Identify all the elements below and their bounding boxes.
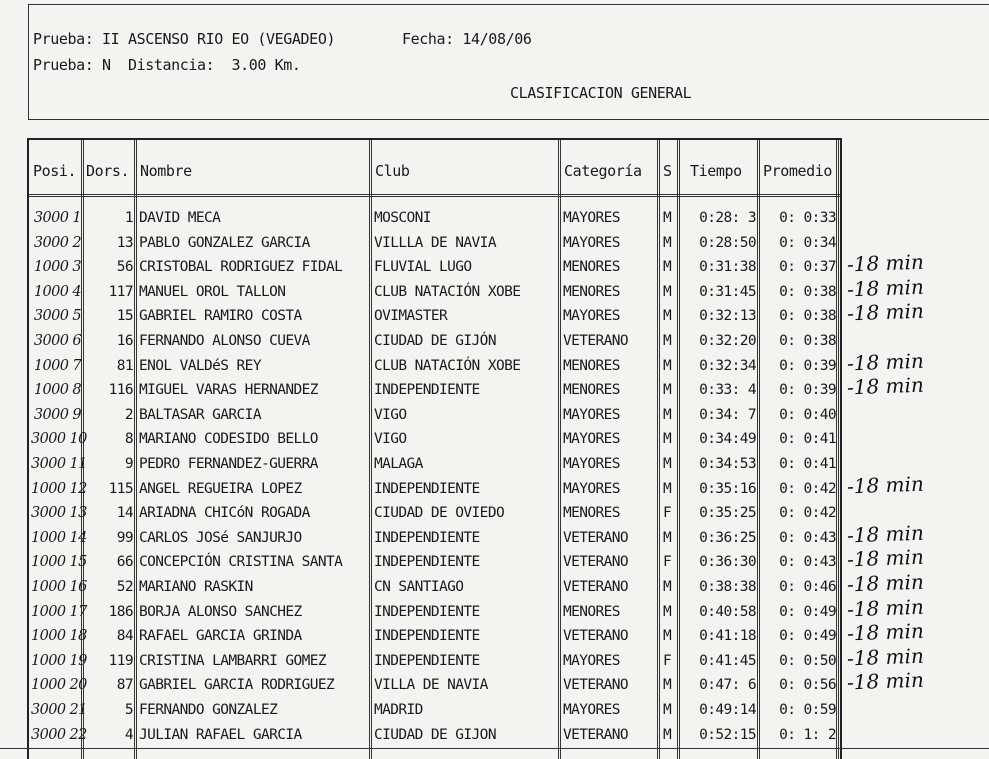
cell-s: M bbox=[663, 382, 672, 399]
table-row bbox=[29, 378, 840, 403]
cell-pos: 1000 3 bbox=[33, 259, 81, 276]
col-header-club: Club bbox=[375, 162, 410, 180]
cell-categoria: MAYORES bbox=[563, 210, 620, 226]
cell-tiempo: 0:32:13 bbox=[699, 308, 756, 325]
cell-nombre: ANGEL REGUEIRA LOPEZ bbox=[139, 480, 302, 497]
cell-s: M bbox=[663, 628, 672, 645]
cell-dors: 16 bbox=[116, 333, 133, 349]
cell-club: INDEPENDIENTE bbox=[374, 603, 480, 620]
cell-tiempo: 0:36:30 bbox=[699, 554, 756, 571]
cell-nombre: ENOL VALDéS REY bbox=[139, 357, 261, 374]
cell-pos: 1000 8 bbox=[33, 382, 81, 399]
cell-dors: 56 bbox=[116, 259, 133, 276]
table-row bbox=[29, 723, 840, 748]
cell-tiempo: 0:47: 6 bbox=[699, 677, 756, 694]
cell-pos: 1000 17 bbox=[31, 603, 87, 620]
cell-dors: 1 bbox=[124, 210, 133, 226]
cell-promedio: 0: 0:40 bbox=[779, 406, 836, 423]
table-row bbox=[29, 698, 840, 723]
cell-promedio: 0: 0:49 bbox=[779, 603, 836, 620]
prueba-title: Prueba: II ASCENSO RIO EO (VEGADEO) bbox=[33, 30, 336, 48]
cell-club: MALAGA bbox=[374, 456, 423, 472]
cell-categoria: MAYORES bbox=[563, 652, 620, 669]
cell-pos: 3000 11 bbox=[31, 456, 87, 472]
cell-nombre: PABLO GONZALEZ GARCIA bbox=[139, 234, 310, 251]
cell-pos: 1000 4 bbox=[33, 283, 81, 300]
cell-categoria: MENORES bbox=[563, 382, 620, 399]
handwritten-note: -18 min bbox=[846, 618, 925, 646]
cell-pos: 3000 9 bbox=[33, 406, 81, 423]
table-row bbox=[29, 477, 840, 502]
cell-categoria: MAYORES bbox=[563, 702, 620, 718]
cell-dors: 9 bbox=[124, 456, 133, 472]
col-header-pos: Posi. bbox=[33, 162, 77, 180]
cell-club: CLUB NATACIÓN XOBE bbox=[374, 283, 521, 300]
cell-dors: 52 bbox=[116, 579, 133, 595]
cell-promedio: 0: 0:43 bbox=[779, 554, 836, 571]
table-row bbox=[29, 501, 840, 526]
col-header-dors: Dors. bbox=[86, 162, 130, 180]
cell-tiempo: 0:35:25 bbox=[699, 505, 756, 522]
cell-s: M bbox=[663, 579, 672, 595]
cell-categoria: MAYORES bbox=[563, 480, 620, 497]
cell-promedio: 0: 0:50 bbox=[779, 652, 836, 669]
cell-club: CIUDAD DE GIJÓN bbox=[374, 333, 496, 349]
cell-s: M bbox=[663, 308, 672, 325]
cell-categoria: MAYORES bbox=[563, 456, 620, 472]
cell-club: MOSCONI bbox=[374, 210, 431, 226]
cell-tiempo: 0:33: 4 bbox=[699, 382, 756, 399]
cell-club: VIGO bbox=[374, 431, 407, 448]
cell-categoria: VETERANO bbox=[563, 529, 629, 546]
cell-s: M bbox=[663, 726, 672, 743]
cell-nombre: FERNANDO GONZALEZ bbox=[139, 702, 278, 718]
cell-dors: 115 bbox=[108, 480, 133, 497]
cell-tiempo: 0:34:49 bbox=[699, 431, 756, 448]
cell-s: M bbox=[663, 333, 672, 349]
cell-dors: 2 bbox=[124, 406, 133, 423]
col-header-promedio: Promedio bbox=[763, 162, 833, 180]
cell-club: MADRID bbox=[374, 702, 423, 718]
cell-tiempo: 0:34: 7 bbox=[699, 406, 756, 423]
cell-categoria: VETERANO bbox=[563, 628, 629, 645]
cell-promedio: 0: 1: 2 bbox=[779, 726, 836, 743]
table-row bbox=[29, 354, 840, 379]
cell-s: F bbox=[663, 554, 672, 571]
cell-tiempo: 0:34:53 bbox=[699, 456, 756, 472]
cell-s: M bbox=[663, 702, 672, 718]
cell-s: F bbox=[663, 652, 672, 669]
cell-club: INDEPENDIENTE bbox=[374, 554, 480, 571]
cell-club: VILLLA DE NAVIA bbox=[374, 234, 496, 251]
cell-promedio: 0: 0:38 bbox=[779, 333, 836, 349]
cell-dors: 84 bbox=[116, 628, 133, 645]
table-row bbox=[29, 280, 840, 305]
cell-promedio: 0: 0:49 bbox=[779, 628, 836, 645]
cell-categoria: MAYORES bbox=[563, 406, 620, 423]
cell-categoria: MENORES bbox=[563, 357, 620, 374]
cell-pos: 3000 22 bbox=[31, 726, 87, 743]
cell-nombre: GABRIEL RAMIRO COSTA bbox=[139, 308, 302, 325]
section-title: CLASIFICACION GENERAL bbox=[510, 84, 692, 102]
cell-categoria: MENORES bbox=[563, 283, 620, 300]
cell-dors: 4 bbox=[124, 726, 133, 743]
handwritten-note: -18 min bbox=[846, 668, 925, 695]
handwritten-note: -18 min bbox=[846, 299, 925, 326]
table-row bbox=[29, 624, 840, 649]
table-row bbox=[29, 575, 840, 600]
cell-dors: 81 bbox=[116, 357, 133, 374]
cell-pos: 1000 18 bbox=[31, 628, 87, 645]
cell-tiempo: 0:49:14 bbox=[699, 702, 756, 718]
cell-s: M bbox=[663, 480, 672, 497]
cell-s: M bbox=[663, 677, 672, 694]
cell-tiempo: 0:28: 3 bbox=[699, 210, 756, 226]
cell-club: CLUB NATACIÓN XOBE bbox=[374, 357, 521, 374]
cell-promedio: 0: 0:41 bbox=[779, 456, 836, 472]
cell-tiempo: 0:35:16 bbox=[699, 480, 756, 497]
handwritten-note: -18 min bbox=[846, 545, 925, 572]
cell-promedio: 0: 0:34 bbox=[779, 234, 836, 251]
header-divider bbox=[29, 194, 840, 197]
cell-nombre: BORJA ALONSO SANCHEZ bbox=[139, 603, 302, 620]
table-row bbox=[29, 550, 840, 575]
results-table bbox=[27, 138, 842, 759]
cell-nombre: JULIAN RAFAEL GARCIA bbox=[139, 726, 302, 743]
cell-dors: 119 bbox=[108, 652, 133, 669]
cell-club: VILLA DE NAVIA bbox=[374, 677, 488, 694]
cell-tiempo: 0:31:38 bbox=[699, 259, 756, 276]
cell-s: M bbox=[663, 357, 672, 374]
cell-pos: 3000 21 bbox=[31, 702, 87, 718]
cell-promedio: 0: 0:46 bbox=[779, 579, 836, 595]
cell-categoria: VETERANO bbox=[563, 726, 629, 743]
cell-dors: 99 bbox=[116, 529, 133, 546]
cell-nombre: CARLOS JOSé SANJURJO bbox=[139, 529, 302, 546]
table-row bbox=[29, 304, 840, 329]
table-row bbox=[29, 206, 840, 231]
cell-nombre: PEDRO FERNANDEZ-GUERRA bbox=[139, 456, 318, 472]
cell-promedio: 0: 0:59 bbox=[779, 702, 836, 718]
col-header-tiempo: Tiempo bbox=[690, 162, 742, 180]
cell-categoria: VETERANO bbox=[563, 333, 629, 349]
handwritten-note: -18 min bbox=[846, 249, 925, 277]
cell-promedio: 0: 0:56 bbox=[779, 677, 836, 694]
cell-club: FLUVIAL LUGO bbox=[374, 259, 472, 276]
table-row bbox=[29, 427, 840, 452]
cell-nombre: RAFAEL GARCIA GRINDA bbox=[139, 628, 302, 645]
cell-pos: 1000 16 bbox=[31, 579, 87, 595]
cell-promedio: 0: 0:38 bbox=[779, 308, 836, 325]
cell-promedio: 0: 0:33 bbox=[779, 210, 836, 226]
cell-club: CN SANTIAGO bbox=[374, 579, 464, 595]
cell-tiempo: 0:40:58 bbox=[699, 603, 756, 620]
cell-promedio: 0: 0:38 bbox=[779, 283, 836, 300]
handwritten-note: -18 min bbox=[846, 348, 925, 375]
cell-club: INDEPENDIENTE bbox=[374, 480, 480, 497]
cell-tiempo: 0:28:50 bbox=[699, 234, 756, 251]
cell-nombre: FERNANDO ALONSO CUEVA bbox=[139, 333, 310, 349]
cell-promedio: 0: 0:43 bbox=[779, 529, 836, 546]
cell-s: M bbox=[663, 283, 672, 300]
cell-s: M bbox=[663, 234, 672, 251]
cell-club: INDEPENDIENTE bbox=[374, 652, 480, 669]
cell-s: M bbox=[663, 210, 672, 226]
cell-s: M bbox=[663, 406, 672, 423]
handwritten-note: -18 min bbox=[846, 520, 925, 548]
cell-s: M bbox=[663, 603, 672, 620]
handwritten-note: -18 min bbox=[846, 569, 925, 597]
cell-pos: 1000 7 bbox=[33, 357, 81, 374]
cell-categoria: MENORES bbox=[563, 259, 620, 276]
cell-tiempo: 0:41:18 bbox=[699, 628, 756, 645]
cell-categoria: VETERANO bbox=[563, 677, 629, 694]
fecha-label: Fecha: 14/08/06 bbox=[402, 30, 532, 48]
cell-categoria: MENORES bbox=[563, 505, 620, 522]
cell-categoria: MENORES bbox=[563, 603, 620, 620]
handwritten-note: -18 min bbox=[846, 274, 925, 302]
handwritten-note: -18 min bbox=[846, 594, 925, 621]
cell-club: CIUDAD DE OVIEDO bbox=[374, 505, 505, 522]
handwritten-note: -18 min bbox=[846, 643, 925, 671]
cell-categoria: MAYORES bbox=[563, 234, 620, 251]
table-row bbox=[29, 673, 840, 698]
cell-pos: 3000 5 bbox=[33, 308, 81, 325]
cell-tiempo: 0:32:34 bbox=[699, 357, 756, 374]
cell-s: M bbox=[663, 529, 672, 546]
cell-pos: 1000 14 bbox=[31, 529, 87, 546]
cell-pos: 3000 2 bbox=[33, 234, 81, 251]
table-row bbox=[29, 403, 840, 428]
cell-categoria: VETERANO bbox=[563, 579, 629, 595]
cell-tiempo: 0:31:45 bbox=[699, 283, 756, 300]
cell-s: M bbox=[663, 456, 672, 472]
col-header-categoria: Categoría bbox=[564, 162, 642, 180]
cell-tiempo: 0:36:25 bbox=[699, 529, 756, 546]
page-rule bbox=[0, 748, 989, 749]
cell-promedio: 0: 0:39 bbox=[779, 357, 836, 374]
cell-nombre: GABRIEL GARCIA RODRIGUEZ bbox=[139, 677, 335, 694]
cell-nombre: CONCEPCIÓN CRISTINA SANTA bbox=[139, 554, 343, 571]
table-row bbox=[29, 452, 840, 477]
cell-pos: 1000 19 bbox=[31, 652, 87, 669]
cell-nombre: BALTASAR GARCIA bbox=[139, 406, 261, 423]
cell-tiempo: 0:41:45 bbox=[699, 652, 756, 669]
cell-tiempo: 0:52:15 bbox=[699, 726, 756, 743]
cell-s: M bbox=[663, 431, 672, 448]
table-row bbox=[29, 255, 840, 280]
handwritten-note: -18 min bbox=[846, 471, 925, 498]
cell-s: F bbox=[663, 505, 672, 522]
cell-club: INDEPENDIENTE bbox=[374, 529, 480, 546]
cell-tiempo: 0:32:20 bbox=[699, 333, 756, 349]
col-header-nombre: Nombre bbox=[140, 162, 192, 180]
cell-club: INDEPENDIENTE bbox=[374, 382, 480, 399]
cell-categoria: VETERANO bbox=[563, 554, 629, 571]
col-header-s: S bbox=[663, 162, 672, 180]
prueba-distancia: Prueba: N Distancia: 3.00 Km. bbox=[33, 56, 301, 74]
cell-club: CIUDAD DE GIJON bbox=[374, 726, 496, 743]
cell-nombre: MANUEL OROL TALLON bbox=[139, 283, 286, 300]
cell-promedio: 0: 0:39 bbox=[779, 382, 836, 399]
cell-nombre: MARIANO CODESIDO BELLO bbox=[139, 431, 318, 448]
handwritten-note: -18 min bbox=[846, 372, 925, 400]
cell-nombre: MIGUEL VARAS HERNANDEZ bbox=[139, 382, 318, 399]
cell-dors: 15 bbox=[116, 308, 133, 325]
cell-pos: 3000 13 bbox=[31, 505, 87, 522]
cell-pos: 1000 15 bbox=[31, 554, 87, 571]
cell-club: OVIMASTER bbox=[374, 308, 448, 325]
cell-dors: 13 bbox=[116, 234, 133, 251]
cell-promedio: 0: 0:42 bbox=[779, 505, 836, 522]
cell-club: INDEPENDIENTE bbox=[374, 628, 480, 645]
cell-tiempo: 0:38:38 bbox=[699, 579, 756, 595]
table-row bbox=[29, 600, 840, 625]
table-row bbox=[29, 649, 840, 674]
cell-nombre: CRISTINA LAMBARRI GOMEZ bbox=[139, 652, 326, 669]
cell-pos: 3000 10 bbox=[31, 431, 87, 448]
cell-dors: 8 bbox=[124, 431, 133, 448]
cell-pos: 1000 20 bbox=[31, 677, 87, 694]
cell-dors: 116 bbox=[108, 382, 133, 399]
cell-dors: 14 bbox=[116, 505, 133, 522]
cell-nombre: ARIADNA CHICóN ROGADA bbox=[139, 505, 310, 522]
cell-dors: 117 bbox=[108, 283, 133, 300]
cell-pos: 3000 1 bbox=[33, 210, 81, 226]
cell-nombre: CRISTOBAL RODRIGUEZ FIDAL bbox=[139, 259, 343, 276]
cell-categoria: MAYORES bbox=[563, 431, 620, 448]
table-row bbox=[29, 231, 840, 256]
cell-dors: 87 bbox=[116, 677, 133, 694]
cell-promedio: 0: 0:41 bbox=[779, 431, 836, 448]
cell-dors: 186 bbox=[108, 603, 133, 620]
cell-dors: 66 bbox=[116, 554, 133, 571]
cell-s: M bbox=[663, 259, 672, 276]
cell-nombre: MARIANO RASKIN bbox=[139, 579, 253, 595]
cell-categoria: MAYORES bbox=[563, 308, 620, 325]
cell-promedio: 0: 0:37 bbox=[779, 259, 836, 276]
cell-club: VIGO bbox=[374, 406, 407, 423]
cell-promedio: 0: 0:42 bbox=[779, 480, 836, 497]
cell-pos: 3000 6 bbox=[33, 333, 81, 349]
cell-nombre: DAVID MECA bbox=[139, 210, 221, 226]
table-row bbox=[29, 526, 840, 551]
table-row bbox=[29, 329, 840, 354]
cell-dors: 5 bbox=[124, 702, 133, 718]
cell-pos: 1000 12 bbox=[31, 480, 87, 497]
